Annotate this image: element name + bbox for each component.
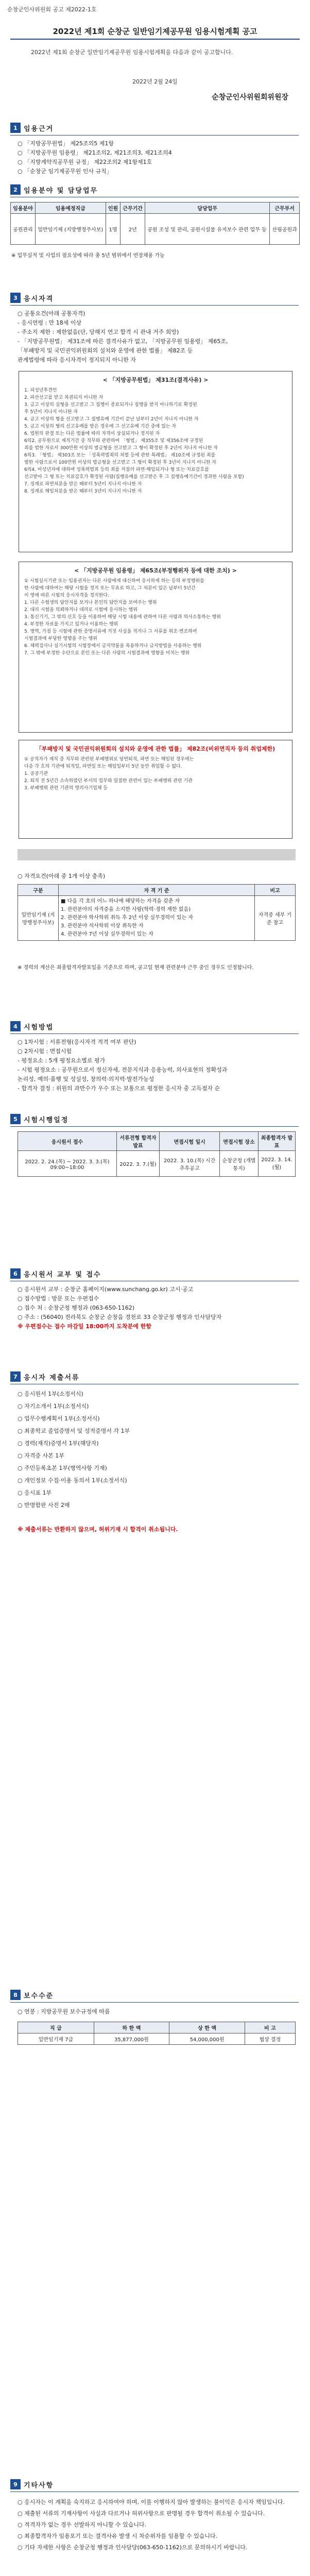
list-item: ○ 업무수행계획서 1부(소정서식) (18, 1415, 100, 1422)
list-item: 7. 징계로 파면처분을 받은 때부터 5년이 지나지 아니한 자 (24, 482, 142, 487)
section-label: 시험시행일정 (24, 1116, 69, 1124)
table-cell: 2022. 3. 14.(월) (258, 1151, 295, 1177)
documents-list (18, 1388, 296, 1512)
section-label: 보수수준 (24, 1992, 54, 2000)
notice-date: 2022년 2월 24일 (132, 78, 178, 85)
list-item: 3. 관련분야 석사학위 이상 취득한 자 (61, 923, 144, 929)
section-number: 1 (10, 123, 21, 133)
list-item: 2. 파산선고를 받고 복권되지 아니한 자 (24, 395, 104, 400)
table-header: 담당업무 (145, 202, 270, 214)
list-item: 죄를 범한 자로서 300만원 이상의 벌금형을 선고받고 그 형이 확정된 후 2년이 지나지 아니한 자 (24, 446, 218, 451)
list-item: 5. 병역, 가점 등 시험에 관한 증명서류에 거짓 사실을 적거나 그 서류를 위조·변조하여 (24, 629, 197, 634)
list-item: 「부패방지 및 국민권익위원회의 설치와 운영에 관한 법률」 제82조 등 (18, 347, 193, 354)
box-title: 「부패방지 및 국민권익위원회의 설치와 운영에 관한 법률」 제82조(비위면직자 등의 취업제한) (36, 745, 275, 752)
list-item: 6의4. 미성년자에 대하여 성폭력범죄 등의 죄를 저질러 파면·해임되거나 형 또는 치료감호를 (24, 467, 209, 472)
section-number: 4 (10, 1021, 21, 1031)
table-cell: 2022. 3. 10.(목) 시간 추후공고 (160, 1151, 220, 1177)
table-header: 임용분야 (11, 202, 36, 214)
table-cell: 공원 조성 및 관리, 공원시설물 유지보수 관련 업무 등 (145, 214, 270, 245)
section-number: 9 (10, 2479, 21, 2489)
position-note: ※ 업무실적 및 사업의 필요성에 따라 총 5년 범위에서 연장채용 가능 (11, 253, 165, 259)
table-cell: 자격증 세부 기준 참고 (255, 896, 296, 941)
list-item: ○ 응시자는 이 계획을 숙지하고 응시하여야 하며, 이를 이행하지 않아 발생하는 불이익은 응시자 책임입니다. (18, 2499, 285, 2505)
table-cell: 2년 (120, 214, 145, 245)
section-number: 2 (10, 184, 21, 195)
table-header: 상 한 액 (169, 2022, 245, 2033)
list-item: ○ 개인정보 수집·이용 동의서 1부(소정서식) (18, 1477, 127, 1484)
list-item: 2. 퇴직 전 5년간 소속하였던 부서의 업무와 밀접한 관련이 있는 부패행위 관련 기관 (24, 778, 193, 784)
table-cell: 54,000,000원 (169, 2033, 245, 2045)
table-header: 면접시험 일시 (160, 1132, 220, 1151)
list-item: 6의2. 공무원으로 재직기간 중 직무와 관련하여 「형법」 제355조 및 제356조에 규정된 (24, 438, 203, 444)
cert-lead: ○ 자격요건(아래 중 1개 이상 충족) (18, 873, 106, 879)
intro-text: 2022년 제1회 순창군 일반임기제공무원 임용시험계획을 다음과 같이 공고합니다. (31, 49, 233, 56)
table-cell: 35,877,000원 (94, 2033, 169, 2045)
list-item: 1. 관련분야의 자격증을 소지한 사람(학력·경력 제한 없음) (61, 907, 191, 912)
section-label: 기타사항 (24, 2481, 54, 2489)
section-6-heading (10, 1267, 101, 1280)
list-item: ○ 접수방법 : 방문 또는 우편접수 (18, 1295, 99, 1302)
table-header: 자 격 기 준 (59, 885, 255, 896)
list-item: 논리성, 예의·품행 및 성실성, 창의력·의지력·발전가능성 (18, 1076, 154, 1082)
list-item: ○ 응시표 1부 (18, 1489, 52, 1496)
exam-method-list (18, 1038, 296, 1093)
section-number: 6 (10, 1268, 21, 1279)
list-item: 4. 부정한 자료를 가지고 있거나 이용하는 행위 (24, 622, 118, 627)
section-3-heading (10, 292, 54, 304)
list-item: 6. 체력검사나 실기시험의 시험장에서 금지약물을 복용하거나 금지방법을 사용하는 행위 (24, 643, 202, 649)
list-item: 4. 관련분야 7년 이상 실무경력이 있는 자 (61, 931, 153, 937)
position-table (10, 202, 300, 245)
disqualification-box (19, 371, 292, 552)
salary-table (18, 2022, 296, 2045)
list-item: ○ 응시원서 1부(소정서식) (18, 1391, 83, 1397)
list-item: ○ 주소 : (56040) 전라북도 순창군 순창읍 경천로 33 순창군청 행정과 인사담당자 (18, 1314, 222, 1320)
table-header: 구분 (18, 885, 59, 896)
list-item: 6의3. 「형법」 제303조 또는 「성폭력범죄의 처벌 등에 관한 특례법」 제10조에 규정된 죄를 (24, 453, 216, 458)
table-cell: 순창군청 (개별통지) (220, 1151, 259, 1177)
section-number: 7 (10, 1371, 21, 1382)
section-number: 3 (10, 293, 21, 303)
table-header: 최종합격자 발표 (258, 1132, 295, 1151)
list-item: 관계법령에 따라 응시자격이 정지되지 아니한 자 (18, 357, 136, 363)
section-7-heading (10, 1370, 79, 1383)
list-item: 6. 법원의 판결 또는 다른 법률에 따라 자격이 상실되거나 정지된 자 (24, 431, 160, 436)
list-item: ○ 「지방공무원 임용령」 제21조의2, 제21조의3, 제21조의4 (18, 149, 172, 156)
eligibility-list (18, 309, 296, 365)
table-header: 비고 (255, 885, 296, 896)
table-cell: 일반임기제 (지방행정주사보) (18, 896, 59, 941)
box-title: < 「지방공무원법」 제31조(결격사유) > (102, 377, 209, 383)
table-header: 비 고 (245, 2022, 295, 2033)
list-item: 7. 그 밖에 부정한 수단으로 본인 또는 다른 사람의 시험결과에 영향을 미치는 행위 (24, 651, 190, 656)
table-cell: 일반임기제 7급 (18, 2033, 94, 2045)
table-cell (59, 896, 255, 941)
schedule-table (18, 1131, 296, 1177)
list-item: 3. 통신기기, 그 밖의 신호 등을 이용하여 해당 시험 내용에 관하여 다른 사람과 의사소통하는 행위 (24, 615, 221, 620)
table-header: 인원 (106, 202, 120, 214)
list-item: 1. 다른 수험생의 답안지를 보거나 본인의 답안지를 보여주는 행위 (24, 600, 157, 605)
list-item: - 시험 평정요소 : 공무원으로서 정신자세, 전문지식과 응용능력, 의사표현의 정확성과 (18, 1066, 228, 1073)
list-item: ○ 공통요건(아래 공통자격) (18, 310, 85, 317)
section-label: 임용근거 (24, 125, 54, 133)
list-item: ○ 경력(재직)증명서 1부(해당자) (18, 1440, 99, 1447)
list-item: ○ 자기소개서 1부(소정서식) (18, 1403, 89, 1410)
application-list (18, 1285, 296, 1331)
misconduct-box (19, 562, 292, 733)
legal-basis-list (18, 139, 296, 176)
list-item: 1. 공공기관 (24, 771, 48, 776)
table-cell: 2022. 2. 24.(목) ~ 2022. 3. 3.(목) 09:00~18:00 (18, 1151, 117, 1177)
section-number: 8 (10, 1990, 21, 2000)
list-item: ■ 다음 각 호의 어느 하나에 해당하는 자격을 갖춘 자 (61, 899, 180, 904)
list-item: 2. 대리 시험을 의뢰하거나 대리로 시험에 응시하는 행위 (24, 607, 137, 613)
employment-restriction-box (19, 740, 292, 839)
list-item: ○ 1차시험 : 서류전형(응시자격 적격 여부 판단) (18, 1039, 136, 1045)
table-header: 근무기간 (120, 202, 145, 214)
list-item: ○ 자격증 사본 1부 (18, 1452, 64, 1459)
list-item: ○ 최종학교 졸업증명서 및 성적증명서 각 1부 (18, 1428, 130, 1434)
list-item: 한 사람에 대하여는 해당 시험을 정지 또는 무효로 하고, 그 처분이 있은 날부터 5년간 (24, 586, 196, 591)
table-header: 서류전형 합격자 발표 (116, 1132, 159, 1151)
list-item: ○ 주민등록초본 1부(병역사항 기재) (18, 1465, 107, 1471)
list-item: - 주소지 제한 : 제한없음(단, 당해지 연고 합격 시 관내 거주 희망) (18, 329, 179, 335)
issuing-organization: 순창군인사위원회위원장 (212, 93, 288, 101)
list-item: 5. 금고 이상의 형의 선고유예를 받은 경우에 그 선고유예 기간 중에 있는 자 (24, 424, 177, 429)
list-item: ○ 적격자가 없는 경우 선발하지 아니할 수 있습니다. (18, 2521, 147, 2528)
box-title: < 「지방공무원 임용령」 제65조(부정행위자 등에 대한 조치) > (74, 567, 237, 574)
list-item: ① 공직자가 재직 중 직무와 관련된 부패행위로 당연퇴직, 파면 또는 해임된 경우에는 (24, 757, 194, 762)
other-matters-list (18, 2497, 296, 2553)
list-item: 2. 관련분야 학사학위 취득 후 2년 이상 실무경력이 있는 자 (61, 915, 194, 921)
salary-lead: ○ 연봉 : 지방공무원 보수규정에 따름 (18, 2008, 110, 2015)
list-item: ○ 최종합격자가 임용포기 또는 결격사유 발생 시 차순위자를 임용할 수 있습니다. (18, 2533, 218, 2539)
list-item: ○ 반명함판 사진 2매 (18, 1502, 70, 1509)
section-number: 5 (10, 1114, 21, 1124)
qualification-footnote: ※ 경력의 계산은 최종합격자발표일을 기준으로 하며, 공고일 현재 관련분야 근무 중인 경우도 인정합니다. (18, 965, 254, 971)
list-item: 1. 피성년후견인 (24, 388, 57, 393)
list-item: - 「지방공무원법」 제31조에 따른 결격사유가 없고, 「지방공무원 임용령」 제65조, (18, 338, 228, 345)
table-cell: 2022. 3. 7.(월) (116, 1151, 159, 1177)
list-item: ○ 기타 자세한 사항은 순창군청 행정과 인사담당(063-650-1162)으로 문의하시기 바랍니다. (18, 2544, 248, 2551)
list-item: 3. 부패행위 관련 기관의 영리사기업체 등 (24, 786, 108, 791)
section-5-heading (10, 1113, 68, 1125)
section-label: 응시자격 (24, 295, 54, 303)
list-item: 다음 각 호의 기관에 퇴직일, 파면일 또는 해임일부터 5년 동안 취업할 수 없다. (24, 764, 182, 769)
list-item: ○ 접수 처 : 순창군청 행정과 (063-650-1162) (18, 1304, 135, 1311)
table-cell: 공원관리 (11, 214, 36, 245)
section-4-heading (10, 1020, 54, 1032)
list-item: 8. 징계로 해임처분을 받은 때부터 3년이 지나지 아니한 자 (24, 489, 142, 494)
table-header: 직 급 (18, 2022, 94, 2033)
list-item: - 합격자 결정 : 위원의 과반수가 우수 또는 보통으로 평정한 응시자 중 고득점자 순 (18, 1085, 220, 1092)
table-cell: 1명 (106, 214, 120, 245)
box-lines (19, 387, 292, 495)
table-cell: 협상 결정 (245, 2033, 295, 2045)
list-item: 후 5년이 지나지 아니한 자 (24, 410, 78, 415)
separator-bar (18, 849, 296, 860)
section-1-heading (10, 122, 54, 134)
list-item: 이 영에 따른 시험의 응시자격을 정지한다. (24, 593, 109, 598)
qualification-table (18, 884, 296, 941)
notice-number: 순창군인사위원회 공고 제2022-1호 (7, 6, 97, 13)
section-label: 임용분야 및 담당업무 (24, 187, 98, 195)
list-item: ○ 「순창군 임기제공무원 인사 규칙」 (18, 168, 112, 175)
table-header: 근무부서 (270, 202, 300, 214)
table-cell: 일반임기제 (지방행정주사보) (35, 214, 106, 245)
list-item: ○ 「지방공무원법」 제25조의5 제1항 (18, 140, 114, 147)
box-lines (19, 756, 292, 792)
section-8-heading (10, 1989, 54, 2001)
documents-warning: ※ 제출서류는 반환하지 않으며, 허위기재 시 합격이 취소됩니다. (18, 1526, 178, 1533)
section-label: 응시원서 교부 및 접수 (24, 1270, 101, 1279)
list-item: - 응시연령 : 만 18세 이상 (18, 319, 82, 326)
list-item: ① 시험실시기관 또는 임용권자는 다른 사람에게 대신하여 응시하게 하는 등의 부정행위를 (24, 579, 204, 584)
list-item: - 평정요소 : 5개 평정요소별로 평가 (18, 1057, 106, 1064)
list-item: ○ 응시원서 교부 : 순창군 홈페이지(www.sunchang.go.kr) 고시·공고 (18, 1286, 194, 1293)
list-item: 4. 금고 이상의 형을 선고받고 그 집행유예 기간이 끝난 날부터 2년이 지나지 아니한 자 (24, 417, 199, 422)
section-label: 응시자 제출서류 (24, 1374, 80, 1382)
section-2-heading (10, 183, 98, 196)
table-header: 하 한 액 (94, 2022, 169, 2033)
table-header: 임용예정직급 (35, 202, 106, 214)
list-item: 선고받아 그 형 또는 치료감호가 확정된 사람(집행유예를 선고받은 후 그 집행유예기간이 경과한 사람을 포함) (24, 474, 244, 480)
list-item: 시험결과에 부당한 영향을 주는 행위 (24, 636, 97, 641)
list-item: 범한 사람으로서 100만원 이상의 벌금형을 선고받고 그 형이 확정된 후 3년이 지나지 아니한 자 (24, 460, 217, 465)
list-item: 3. 금고 이상의 실형을 선고받고 그 집행이 종료되거나 집행을 받지 아니하기로 확정된 (24, 402, 197, 408)
section-9-heading (10, 2478, 54, 2490)
list-item: ○ 제출된 서류의 기재사항이 사실과 다르거나 허위사항으로 판명될 경우 합격이 취소될 수 있습니다. (18, 2510, 265, 2517)
list-item: ○ 2차시험 : 면접시험 (18, 1048, 72, 1055)
table-header: 응시원서 접수 (18, 1132, 117, 1151)
table-cell: 산림공원과 (270, 214, 300, 245)
section-label: 시험방법 (24, 1023, 54, 1031)
list-item: ※ 우편접수는 접수 마감일 18:00까지 도착분에 한함 (18, 1323, 151, 1330)
box-lines (19, 578, 292, 657)
list-item: ○ 「지방계약직공무원 규정」 제22조의2 제1항제1호 (18, 159, 152, 165)
table-header: 면접시험 장소 (220, 1132, 259, 1151)
page-title: 2022년 제1회 순창군 일반임기제공무원 임용시험계획 공고 (10, 26, 300, 40)
